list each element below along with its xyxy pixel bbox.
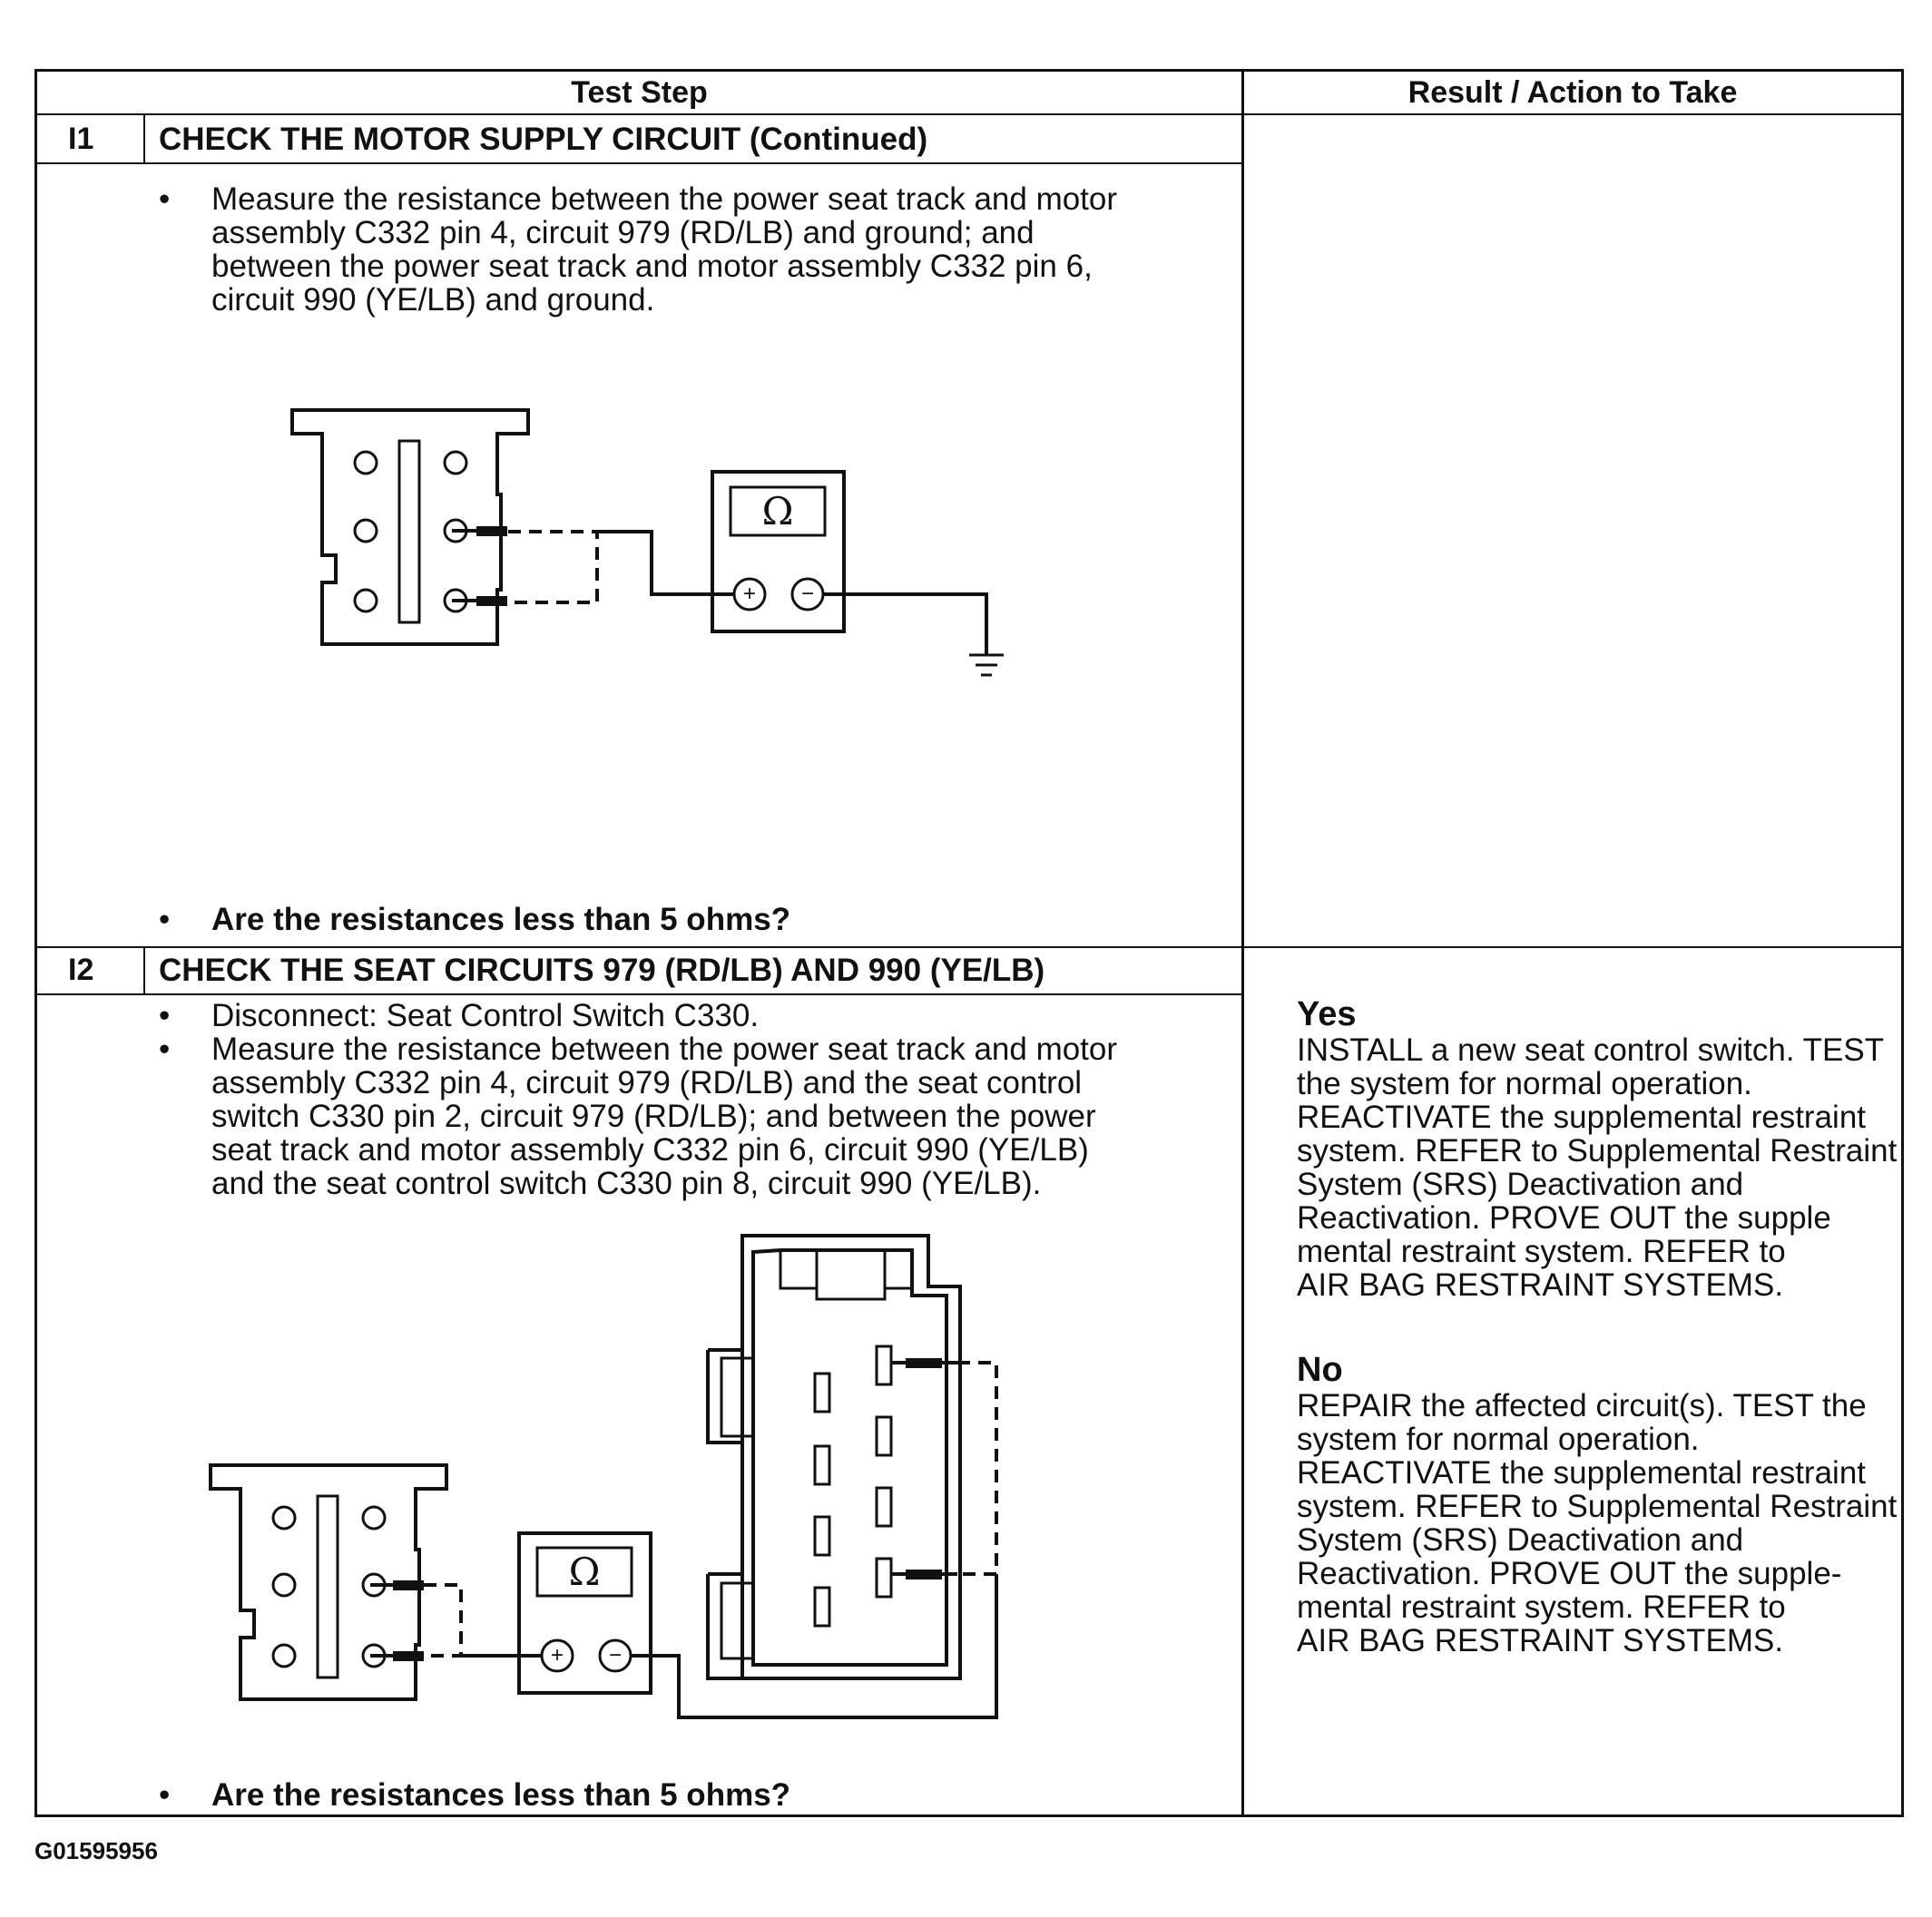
meter-ohm-symbol: Ω	[761, 489, 794, 533]
switch-pin	[877, 1417, 891, 1455]
instruction-item: • Measure the resistance between the power seat track and motor assembly C332 pin 4, circuit 979 (RD/LB) and ground; and between the power seat track and motor assembly C332 pin 6, circuit 990 (YE/LB) and ground.	[159, 182, 1117, 317]
result-no: No REPAIR the affected circuit(s). TEST the system for normal operation. REACTIVATE the supplemental restraint system. REFER to Supplemental Restraint System (SRS) Deactivation and Reactivation. PROVE OUT the supple- mental restraint system. REFER to AIR BAG RESTRAINT SYSTEMS.	[1297, 1351, 1898, 1658]
probe-tip	[393, 1580, 424, 1590]
switch-c330-outer	[742, 1236, 960, 1678]
dashed-lead	[957, 1363, 996, 1574]
step-number: I1	[68, 122, 94, 156]
probe-tip	[906, 1358, 942, 1368]
step-number: I2	[68, 953, 94, 987]
switch-c330-latch	[780, 1250, 912, 1299]
meter-minus-label: −	[608, 1643, 622, 1668]
switch-pin	[815, 1446, 829, 1484]
connector-center-bar	[318, 1496, 338, 1677]
step-title: CHECK THE SEAT CIRCUITS 979 (RD/LB) AND 990 (YE/LB)	[159, 953, 1045, 988]
switch-pin	[815, 1588, 829, 1626]
probe-tip	[393, 1651, 424, 1661]
meter-minus-label: −	[800, 582, 814, 606]
switch-c330-inner-body	[721, 1358, 753, 1658]
meter-plus-label: +	[742, 582, 756, 606]
switch-pin	[877, 1488, 891, 1526]
switch-c330-inner	[753, 1250, 946, 1665]
figure-id: G01595956	[34, 1837, 158, 1864]
instruction-item: • Disconnect: Seat Control Switch C330.	[159, 999, 1117, 1032]
switch-pin	[815, 1517, 829, 1555]
connector-pin	[273, 1645, 295, 1667]
switch-c330-shell	[708, 1350, 742, 1678]
switch-pin	[877, 1559, 891, 1597]
instruction-item: • Measure the resistance between the power seat track and motor assembly C332 pin 4, circuit 979 (RD/LB) and the seat control switch C330 pin 2, circuit 979 (RD/LB); and between the power seat track and motor assembly C332 pin 6, circuit 990 (YE/LB) and the seat control switch C330 pin 8, circuit 990 (YE/LB).	[159, 1032, 1117, 1200]
result-no-label: No	[1297, 1351, 1343, 1389]
header-test-step: Test Step	[571, 75, 708, 110]
connector-pin	[363, 1507, 385, 1529]
probe-tip	[906, 1570, 942, 1580]
header-result-action: Result / Action to Take	[1407, 75, 1738, 110]
meter-ohm-symbol: Ω	[568, 1550, 601, 1594]
dashed-lead	[424, 1585, 461, 1656]
switch-pin	[815, 1374, 829, 1412]
step-question: • Are the resistances less than 5 ohms?	[159, 1777, 790, 1814]
step-question: • Are the resistances less than 5 ohms?	[159, 902, 790, 938]
switch-pin	[877, 1346, 891, 1384]
connector-pin	[273, 1507, 295, 1529]
result-yes-label: Yes	[1297, 995, 1357, 1033]
meter-plus-label: +	[550, 1643, 564, 1668]
result-yes: Yes INSTALL a new seat control switch. TEST the system for normal operation. REACTIVATE the supplemental restraint system. REFER to Supplemental Restraint System (SRS) Deactivation and Reactivation. PROVE OUT the supple mental restraint system. REFER to AIR BAG RESTRAINT SYSTEMS.	[1297, 995, 1898, 1303]
connector-pin	[273, 1574, 295, 1596]
step-title: CHECK THE MOTOR SUPPLY CIRCUIT (Continued)	[159, 122, 928, 157]
